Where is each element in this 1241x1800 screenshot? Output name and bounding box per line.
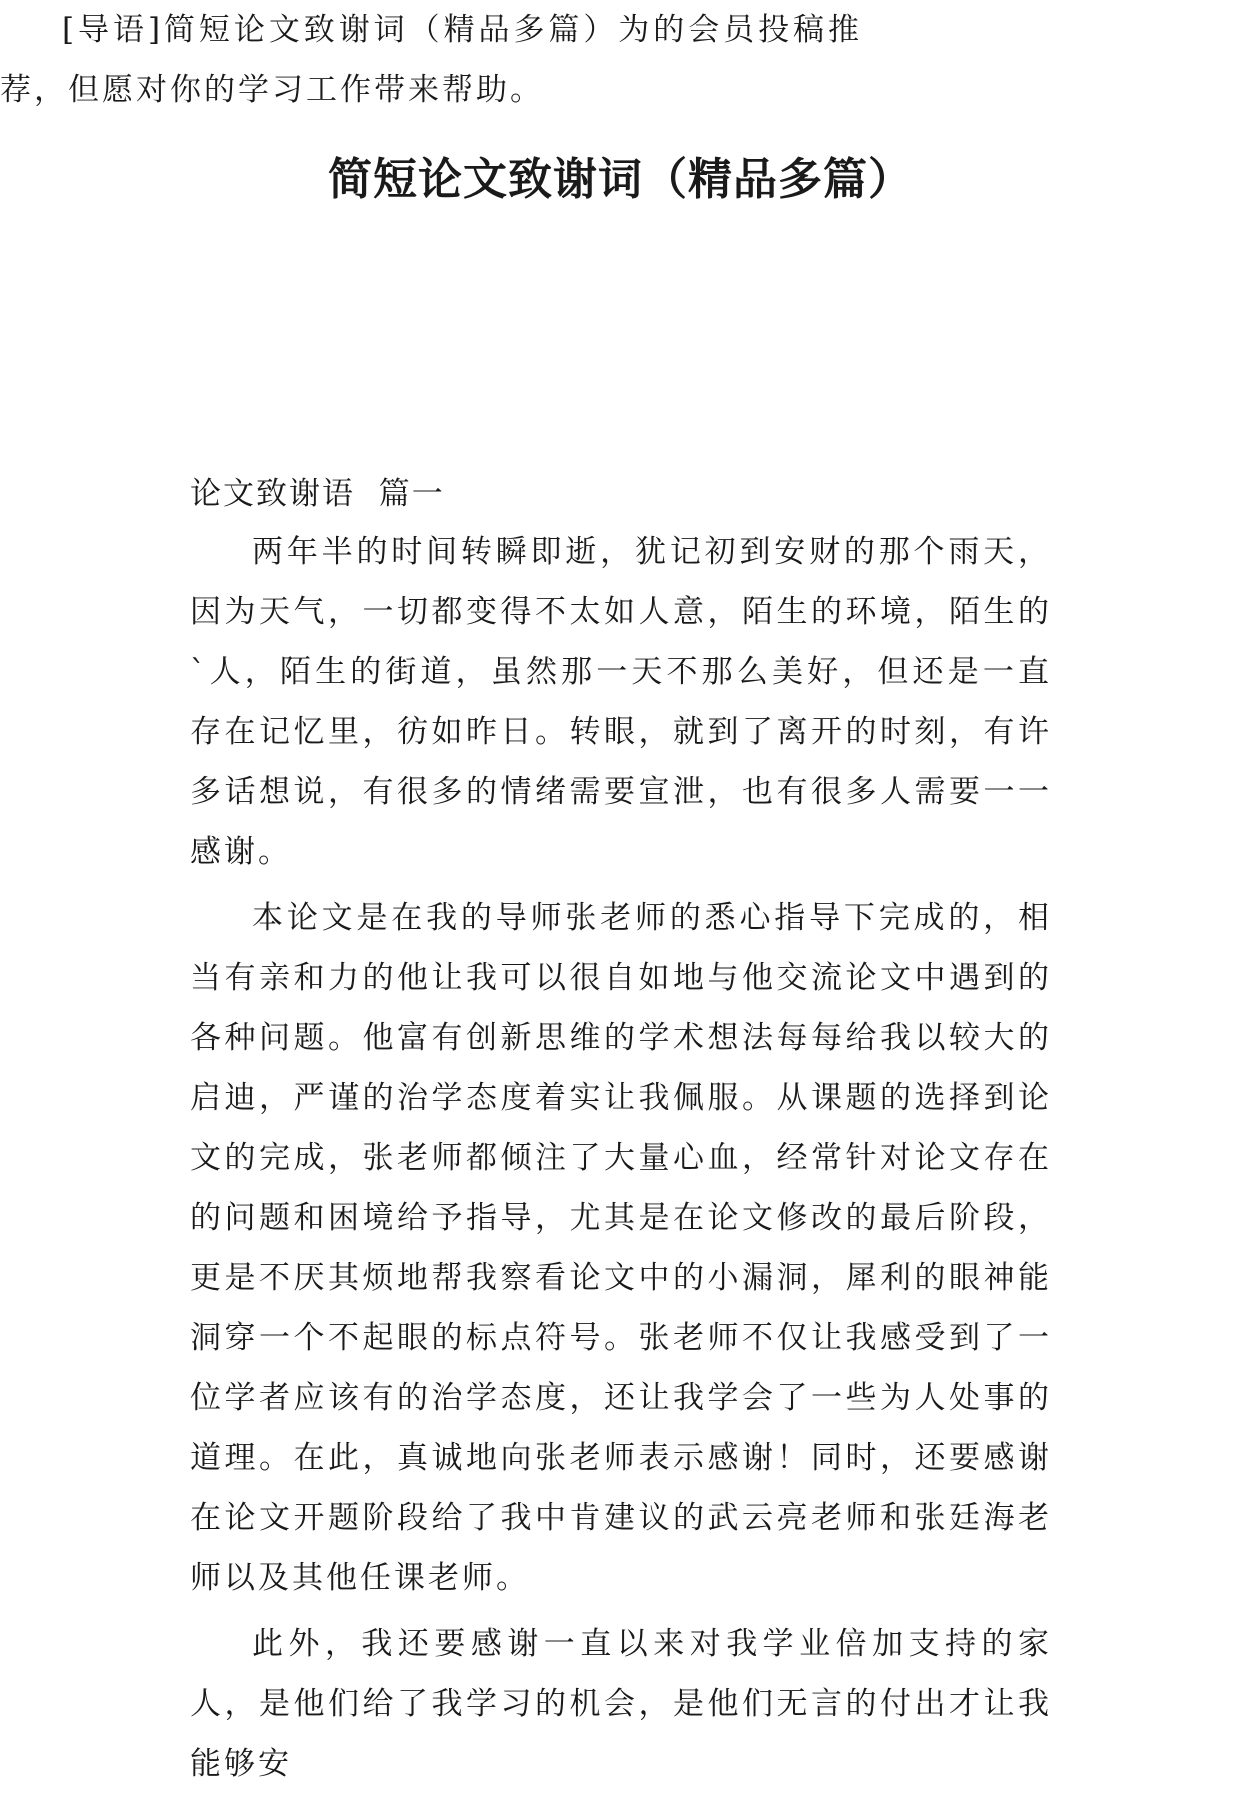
body-paragraph-1: 两年半的时间转瞬即逝，犹记初到安财的那个雨天，因为天气，一切都变得不太如人意，陌生的环境，陌生的`人，陌生的街道，虽然那一天不那么美好，但还是一直存在记忆里，彷如昨日。转眼，就到了离开的时刻，有许多话想说，有很多的情绪需要宣泄，也有很多人需要一一感谢。 bbox=[190, 534, 1052, 870]
intro-paragraph: [导语]简短论文致谢词（精品多篇）为的会员投稿推荐，但愿对你的学习工作带来帮助。 bbox=[0, 12, 862, 108]
document-title: 简短论文致谢词（精品多篇） bbox=[328, 154, 913, 205]
body-paragraph-2: 本论文是在我的导师张老师的悉心指导下完成的，相当有亲和力的他让我可以很自如地与他交流论文中遇到的各种问题。他富有创新思维的学术想法每每给我以较大的启迪，严谨的治学态度着实让我佩服。从课题的选择到论文的完成，张老师都倾注了大量心血，经常针对论文存在的问题和困境给予指导，尤其是在论文修改的最后阶段，更是不厌其烦地帮我察看论文中的小漏洞，犀利的眼神能洞穿一个不起眼的标点符号。张老师不仅让我感受到了一位学者应该有的治学态度，还让我学会了一些为人处事的道理。在此，真诚地向张老师表示感谢！同时，还要感谢在论文开题阶段给了我中肯建议的武云亮老师和张廷海老师以及其他任课老师。 bbox=[190, 900, 1052, 1596]
body-paragraph-3: 此外，我还要感谢一直以来对我学业倍加支持的家人，是他们给了我学习的机会，是他们无言的付出才让我能够安 bbox=[190, 1626, 1052, 1782]
section-heading: 论文致谢语 篇一 bbox=[190, 476, 445, 512]
section-body bbox=[190, 522, 1052, 1800]
